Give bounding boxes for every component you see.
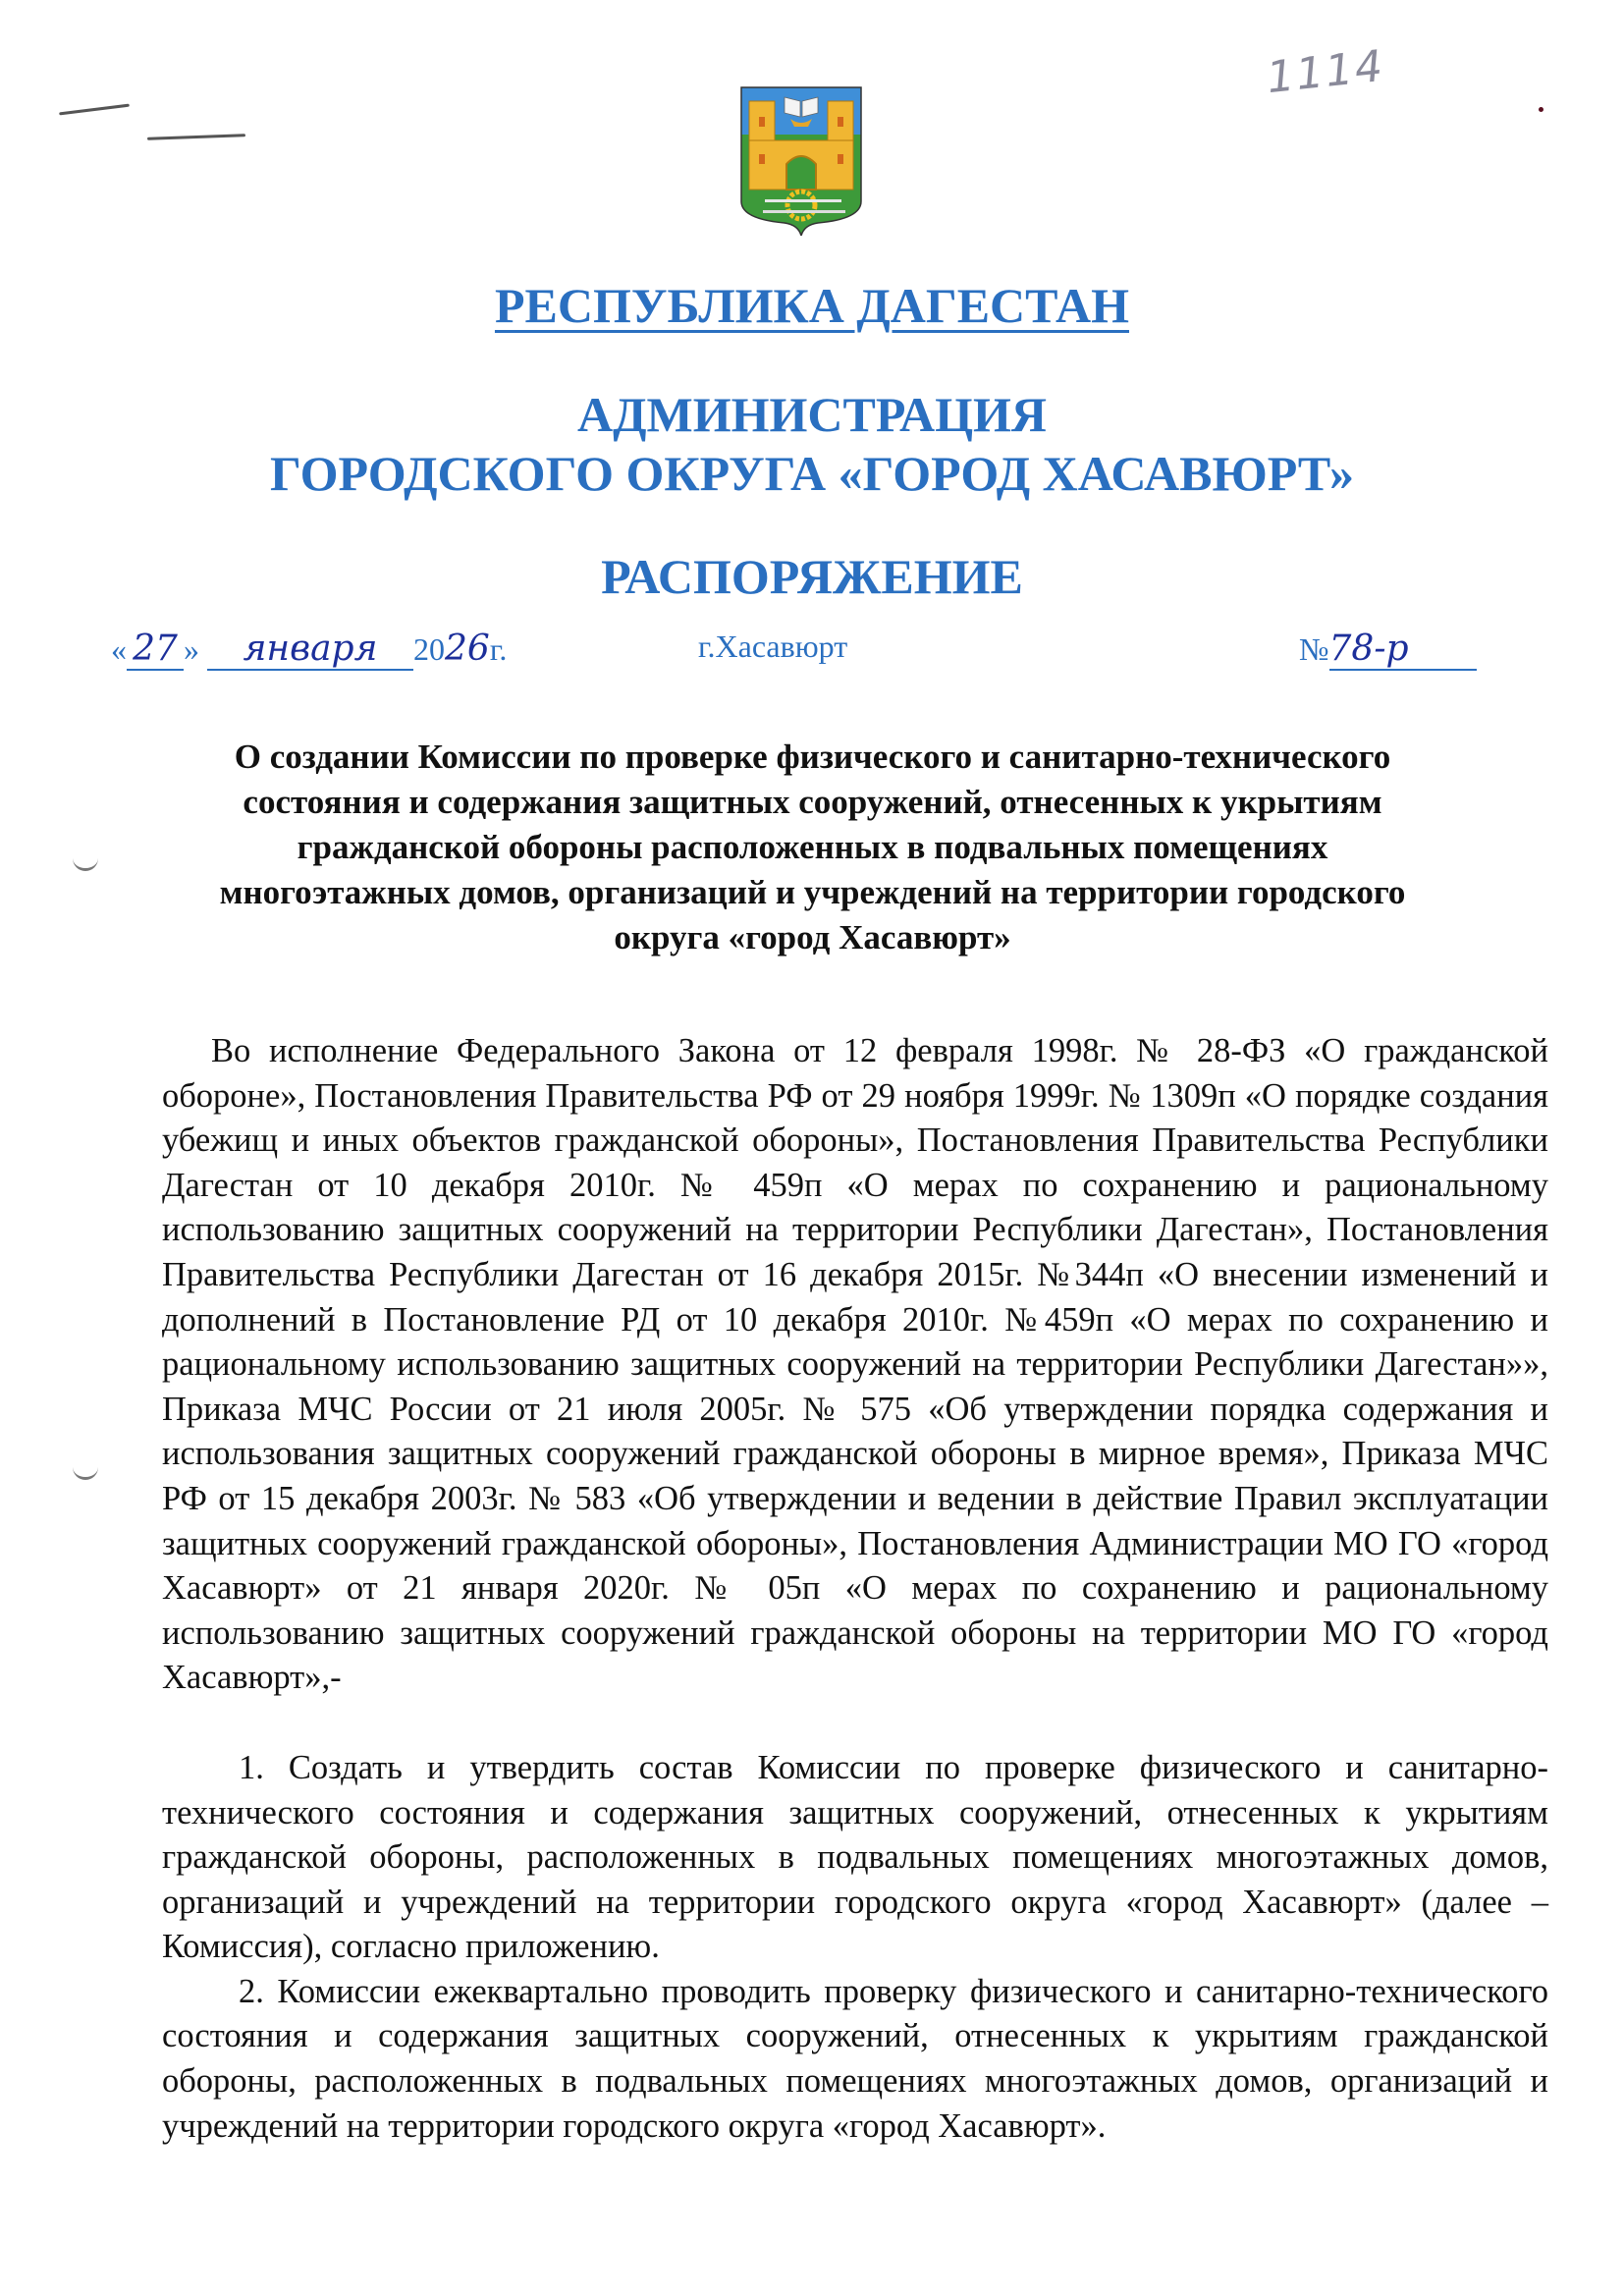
order-body	[162, 1029, 1548, 2149]
administration-title	[0, 385, 1624, 503]
republic-title	[0, 277, 1624, 334]
date-day: 27	[127, 629, 184, 671]
date-close-quote: »	[184, 631, 199, 667]
preamble-paragraph: Во исполнение Федерального Закона от 12 февраля 1998г. № 28-ФЗ «О гражданской обороне», Постановления Правительства РФ от 29 ноября 1999г. № 1309п «О порядке создания убежищ и иных объектов гражданской обороны», Постановления Правительства Республики Дагестан от 10 декабря 2010г. № 459п «О мерах по сохранению и рациональному использованию защитных сооружений на территории Республики Дагестан», Постановления Правительства Республики Дагестан от 16 декабря 2015г. №344п «О внесении изменений и дополнений в Постановление РД от 10 декабря 2010г. №459п «О мерах по сохранению и рациональному использованию защитных сооружений на территории Республики Дагестан»», Приказа МЧС России от 21 июля 2005г. № 575 «Об утверждении порядка содержания и использования защитных сооружений гражданской обороны в мирное время», Приказа МЧС РФ от 15 декабря 2003г. № 583 «Об утверждении и ведении в действие Правил эксплуатации защитных сооружений гражданской обороны», Постановления Администрации МО ГО «город Хасавюрт» от 21 января 2020г. № 05п «О мерах по сохранению и рациональному использованию защитных сооружений гражданской обороны на территории МО ГО «город Хасавюрт»,-	[162, 1032, 1548, 1697]
date-year-unit: г.	[489, 631, 508, 667]
date-month: января	[207, 629, 413, 671]
punch-hole-upper	[73, 854, 98, 871]
handwritten-note: 1114	[1264, 40, 1387, 104]
republic-title-text: РЕСПУБЛИКА ДАГЕСТАН	[494, 278, 1130, 333]
order-number	[1299, 629, 1477, 671]
number-value: 78-р	[1329, 629, 1477, 671]
order-item-2: 2. Комиссии ежеквартально проводить проверку физического и санитарно-технического состояния и содержания защитных сооружений, отнесенных к укрытиям гражданской обороны, расположенных в подвальных помещениях многоэтажных домов, организаций и учреждений на территории городского округа «город Хасавюрт».	[162, 1972, 1548, 2145]
staple-mark-left	[59, 104, 130, 116]
number-label: №	[1299, 631, 1329, 667]
order-subject: О создании Комиссии по проверке физического и санитарно-технического состояния и содержания защитных сооружений, отнесенных к укрытиям гражданской обороны расположенных в подвальных помещениях многоэтажных домов, организаций и учреждений на территории городского округа «город Хасавюрт»	[219, 738, 1406, 957]
coat-of-arms-emblem	[739, 85, 863, 236]
ink-dot	[1539, 107, 1543, 112]
order-date	[111, 629, 507, 671]
document-type: РАСПОРЯЖЕНИЕ	[601, 549, 1023, 604]
date-open-quote: «	[111, 631, 127, 667]
administration-line-1: АДМИНИСТРАЦИЯ	[577, 387, 1047, 442]
staple-mark-right	[147, 134, 245, 139]
city-label: г.Хасавюрт	[698, 629, 848, 664]
order-item-1: 1. Создать и утвердить состав Комиссии по проверке физического и санитарно-технического состояния и содержания защитных сооружений, отнесенных к укрытиям гражданской обороны, расположенных в подвальных помещениях многоэтажных домов, организаций и учреждений на территории городского округа «город Хасавюрт» (далее – Комиссия), согласно приложению.	[162, 1748, 1548, 1966]
punch-hole-lower	[73, 1463, 98, 1480]
administration-line-2: ГОРОДСКОГО ОКРУГА «ГОРОД ХАСАВЮРТ»	[270, 446, 1354, 501]
date-year-prefix: 20	[413, 631, 445, 667]
date-year-suffix: 26	[445, 629, 490, 669]
dateline	[111, 629, 1486, 687]
